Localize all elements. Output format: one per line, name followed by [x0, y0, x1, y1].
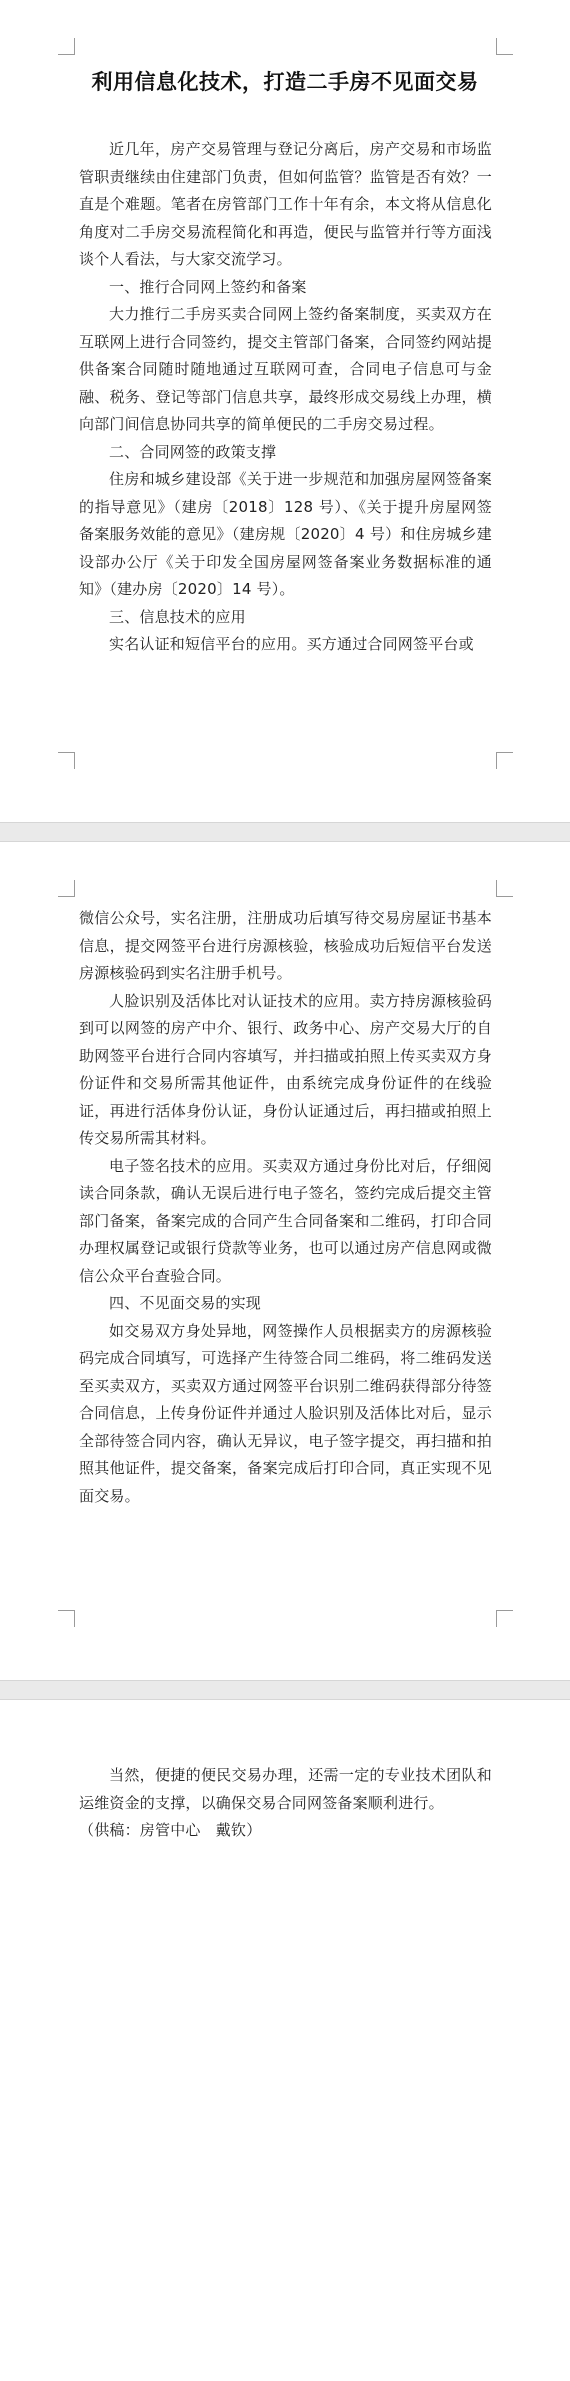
margin-corner-mark	[496, 752, 513, 769]
margin-corner-mark	[58, 1610, 75, 1627]
margin-corner-mark	[496, 1610, 513, 1627]
section-heading: 二、合同网签的政策支撑	[109, 442, 277, 461]
page-3-body	[79, 1762, 492, 1845]
paragraph: 大力推行二手房买卖合同网上签约备案制度，买卖双方在互联网上进行合同签约，提交主管部门备案，合同签约网站提供备案合同随时随地通过互联网可查，合同电子信息可与金融、税务、登记等部门信息共享，最终形成交易线上办理，横向部门间信息协同共享的简单便民的二手房交易过程。	[79, 305, 492, 433]
paragraph: 电子签名技术的应用。买卖双方通过身份比对后，仔细阅读合同条款，确认无误后进行电子签名，签约完成后提交主管部门备案，备案完成的合同产生合同备案和二维码，打印合同办理权属登记或银行贷款等业务，也可以通过房产信息网或微信公众平台查验合同。	[79, 1156, 492, 1285]
page-2-body	[79, 905, 492, 1510]
section-heading: 一、推行合同网上签约和备案	[109, 277, 307, 296]
section-heading: 三、信息技术的应用	[109, 607, 246, 626]
margin-corner-mark	[58, 880, 75, 897]
document-page-1	[0, 0, 570, 822]
margin-corner-mark	[58, 752, 75, 769]
page-separator	[0, 1680, 570, 1700]
margin-corner-mark	[496, 38, 513, 55]
paragraph: 实名认证和短信平台的应用。买方通过合同网签平台或	[109, 635, 474, 653]
document-page-3	[0, 1700, 570, 2381]
paragraph: （供稿：房管中心 戴钦）	[79, 1821, 262, 1839]
section-heading: 四、不见面交易的实现	[109, 1294, 262, 1312]
paragraph: 人脸识别及活体比对认证技术的应用。卖方持房源核验码到可以网签的房产中介、银行、政务中心、房产交易大厅的自助网签平台进行合同内容填写，并扫描或拍照上传买卖双方身份证件和交易所需其他证件，由系统完成身份证件的在线验证，再进行活体身份认证，身份认证通过后，再扫描或拍照上传交易所需其材料。	[79, 991, 492, 1147]
document-title: 利用信息化技术，打造二手房不见面交易	[91, 70, 479, 94]
page-separator	[0, 822, 570, 842]
page-1-body	[79, 136, 492, 659]
paragraph: 近几年，房产交易管理与登记分离后，房产交易和市场监管职责继续由住建部门负责，但如何监管？监管是否有效？一直是个难题。笔者在房管部门工作十年有余，本文将从信息化角度对二手房交易流程简化和再造，便民与监管并行等方面浅谈个人看法，与大家交流学习。	[79, 140, 492, 268]
paragraph: 当然，便捷的便民交易办理，还需一定的专业技术团队和运维资金的支撑，以确保交易合同网签备案顺利进行。	[79, 1766, 492, 1812]
paragraph: 微信公众号，实名注册，注册成功后填写待交易房屋证书基本信息，提交网签平台进行房源核验，核验成功后短信平台发送房源核验码到实名注册手机号。	[79, 909, 492, 982]
paragraph: 住房和城乡建设部《关于进一步规范和加强房屋网签备案的指导意见》（建房〔2018〕128 号）、《关于提升房屋网签备案服务效能的意见》（建房规〔2020〕4 号）和住房城乡建设部办公厅《关于印发全国房屋网签备案业务数据标准的通知》（建办房〔2020〕14 号）。	[79, 470, 492, 598]
margin-corner-mark	[58, 38, 75, 55]
margin-corner-mark	[496, 880, 513, 897]
document-page-2	[0, 842, 570, 1680]
paragraph: 如交易双方身处异地，网签操作人员根据卖方的房源核验码完成合同填写，可选择产生待签合同二维码，将二维码发送至买卖双方，买卖双方通过网签平台识别二维码获得部分待签合同信息，上传身份证件并通过人脸识别及活体比对后，显示全部待签合同内容，确认无异议，电子签字提交，再扫描和拍照其他证件，提交备案，备案完成后打印合同，真正实现不见面交易。	[79, 1321, 492, 1505]
